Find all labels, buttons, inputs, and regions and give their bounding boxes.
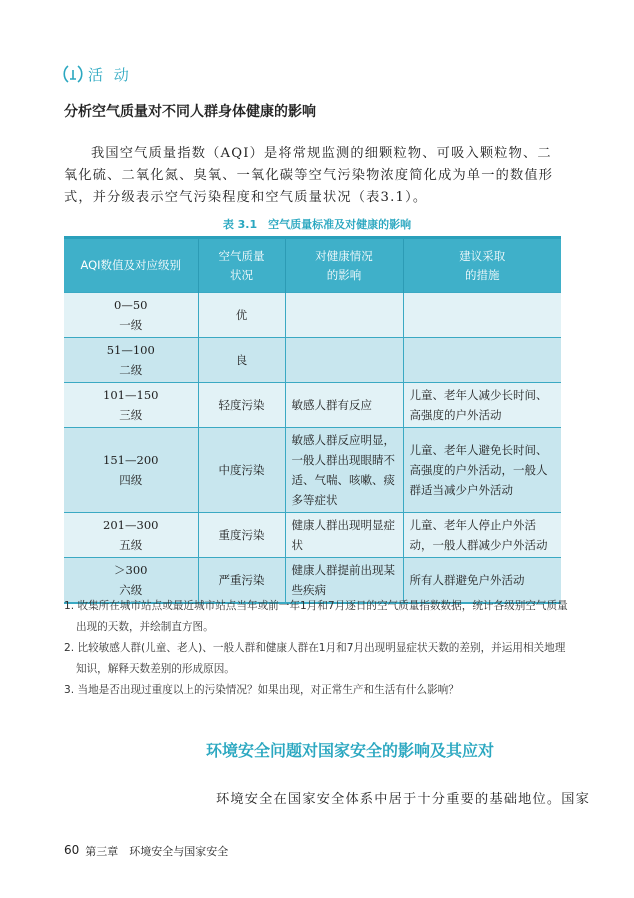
column-header <box>198 238 285 293</box>
aqi-range: 201—300 <box>103 518 159 532</box>
section-heading: 环境安全问题对国家安全的影响及其应对 <box>205 741 494 760</box>
advice-cell <box>403 338 561 383</box>
status-cell: 重度污染 <box>198 513 285 558</box>
aqi-range-cell <box>64 293 198 338</box>
activity-icon <box>62 63 84 85</box>
advice-cell: 儿童、老年人减少长时间、高强度的户外活动 <box>403 383 561 428</box>
effect-cell: 健康人群提前出现某些疾病 <box>285 558 403 604</box>
column-header-line: 建议采取 <box>459 248 506 263</box>
table-row <box>64 338 561 383</box>
aqi-level: 二级 <box>119 363 143 377</box>
column-header <box>64 238 198 293</box>
status-cell: 严重污染 <box>198 558 285 604</box>
aqi-range-cell <box>64 383 198 428</box>
table-caption: 表 3.1 空气质量标准及对健康的影响 <box>222 218 412 231</box>
status-cell: 优 <box>198 293 285 338</box>
column-header-line: 对健康情况 <box>315 248 373 263</box>
question-3: 3. 当地是否出现过重度以上的污染情况？如果出现，对正常生产和生活有什么影响？ <box>64 684 459 696</box>
aqi-range: 0—50 <box>114 298 148 312</box>
effect-cell <box>285 338 403 383</box>
effect-cell: 健康人群出现明显症状 <box>285 513 403 558</box>
column-header-line: 空气质量 <box>218 248 265 263</box>
aqi-range: 51—100 <box>106 343 155 357</box>
aqi-level: 四级 <box>119 473 143 487</box>
effect-cell: 敏感人群反应明显，一般人群出现眼睛不适、气喘、咳嗽、痰多等症状 <box>285 428 403 513</box>
column-header <box>403 238 561 293</box>
status-cell: 中度污染 <box>198 428 285 513</box>
column-header-line: 的措施 <box>465 267 500 282</box>
aqi-range: 101—150 <box>103 388 159 402</box>
table-row <box>64 428 561 513</box>
column-header-line: AQI数值及对应级别 <box>80 258 182 272</box>
chapter-title: 第三章 环境安全与国家安全 <box>85 845 229 858</box>
aqi-table <box>64 236 561 604</box>
activity-label <box>62 63 132 85</box>
advice-cell: 儿童、老年人停止户外活动，一般人群减少户外活动 <box>403 513 561 558</box>
column-header <box>285 238 403 293</box>
advice-cell <box>403 293 561 338</box>
aqi-level: 五级 <box>119 538 143 552</box>
effect-cell <box>285 293 403 338</box>
table-row <box>64 293 561 338</box>
aqi-level: 一级 <box>119 318 143 332</box>
aqi-level: 六级 <box>119 583 143 597</box>
question-1: 1. 收集所在城市站点或最近城市站点当年或前一年1月和7月逐日的空气质量指数数据，统计各级别空气质量出现的天数，并绘制直方图。 <box>64 600 568 633</box>
aqi-level: 三级 <box>119 408 143 422</box>
table-row <box>64 513 561 558</box>
aqi-range-cell <box>64 428 198 513</box>
aqi-range-cell <box>64 513 198 558</box>
effect-cell: 敏感人群有反应 <box>285 383 403 428</box>
activity-text: 活 动 <box>88 65 132 84</box>
page-footer <box>64 843 228 859</box>
advice-cell: 儿童、老年人避免长时间、高强度的户外活动，一般人群适当减少户外活动 <box>403 428 561 513</box>
intro-paragraph: 我国空气质量指数（AQI）是将常规监测的细颗粒物、可吸入颗粒物、二氧化硫、二氧化氮、臭氧、一氧化碳等空气污染物浓度简化成为单一的数值形式，并分级表示空气污染程度和空气质量状况（表3.1）。 <box>64 146 554 205</box>
section-body: 环境安全在国家安全体系中居于十分重要的基础地位。国家 <box>216 792 591 807</box>
aqi-range: ＞300 <box>114 563 148 577</box>
status-cell: 轻度污染 <box>198 383 285 428</box>
aqi-range-cell <box>64 338 198 383</box>
aqi-range: 151—200 <box>103 453 159 467</box>
page-number: 60 <box>64 843 80 857</box>
column-header-line: 状况 <box>230 267 253 282</box>
question-2: 2. 比较敏感人群(儿童、老人)、一般人群和健康人群在1月和7月出现明显症状天数的差别，并运用相关地理知识，解释天数差别的形成原因。 <box>64 642 566 675</box>
activity-subheading: 分析空气质量对不同人群身体健康的影响 <box>64 104 316 120</box>
status-cell: 良 <box>198 338 285 383</box>
advice-cell: 所有人群避免户外活动 <box>403 558 561 604</box>
activity-questions <box>64 596 574 701</box>
column-header-line: 的影响 <box>326 267 362 282</box>
table-row <box>64 383 561 428</box>
